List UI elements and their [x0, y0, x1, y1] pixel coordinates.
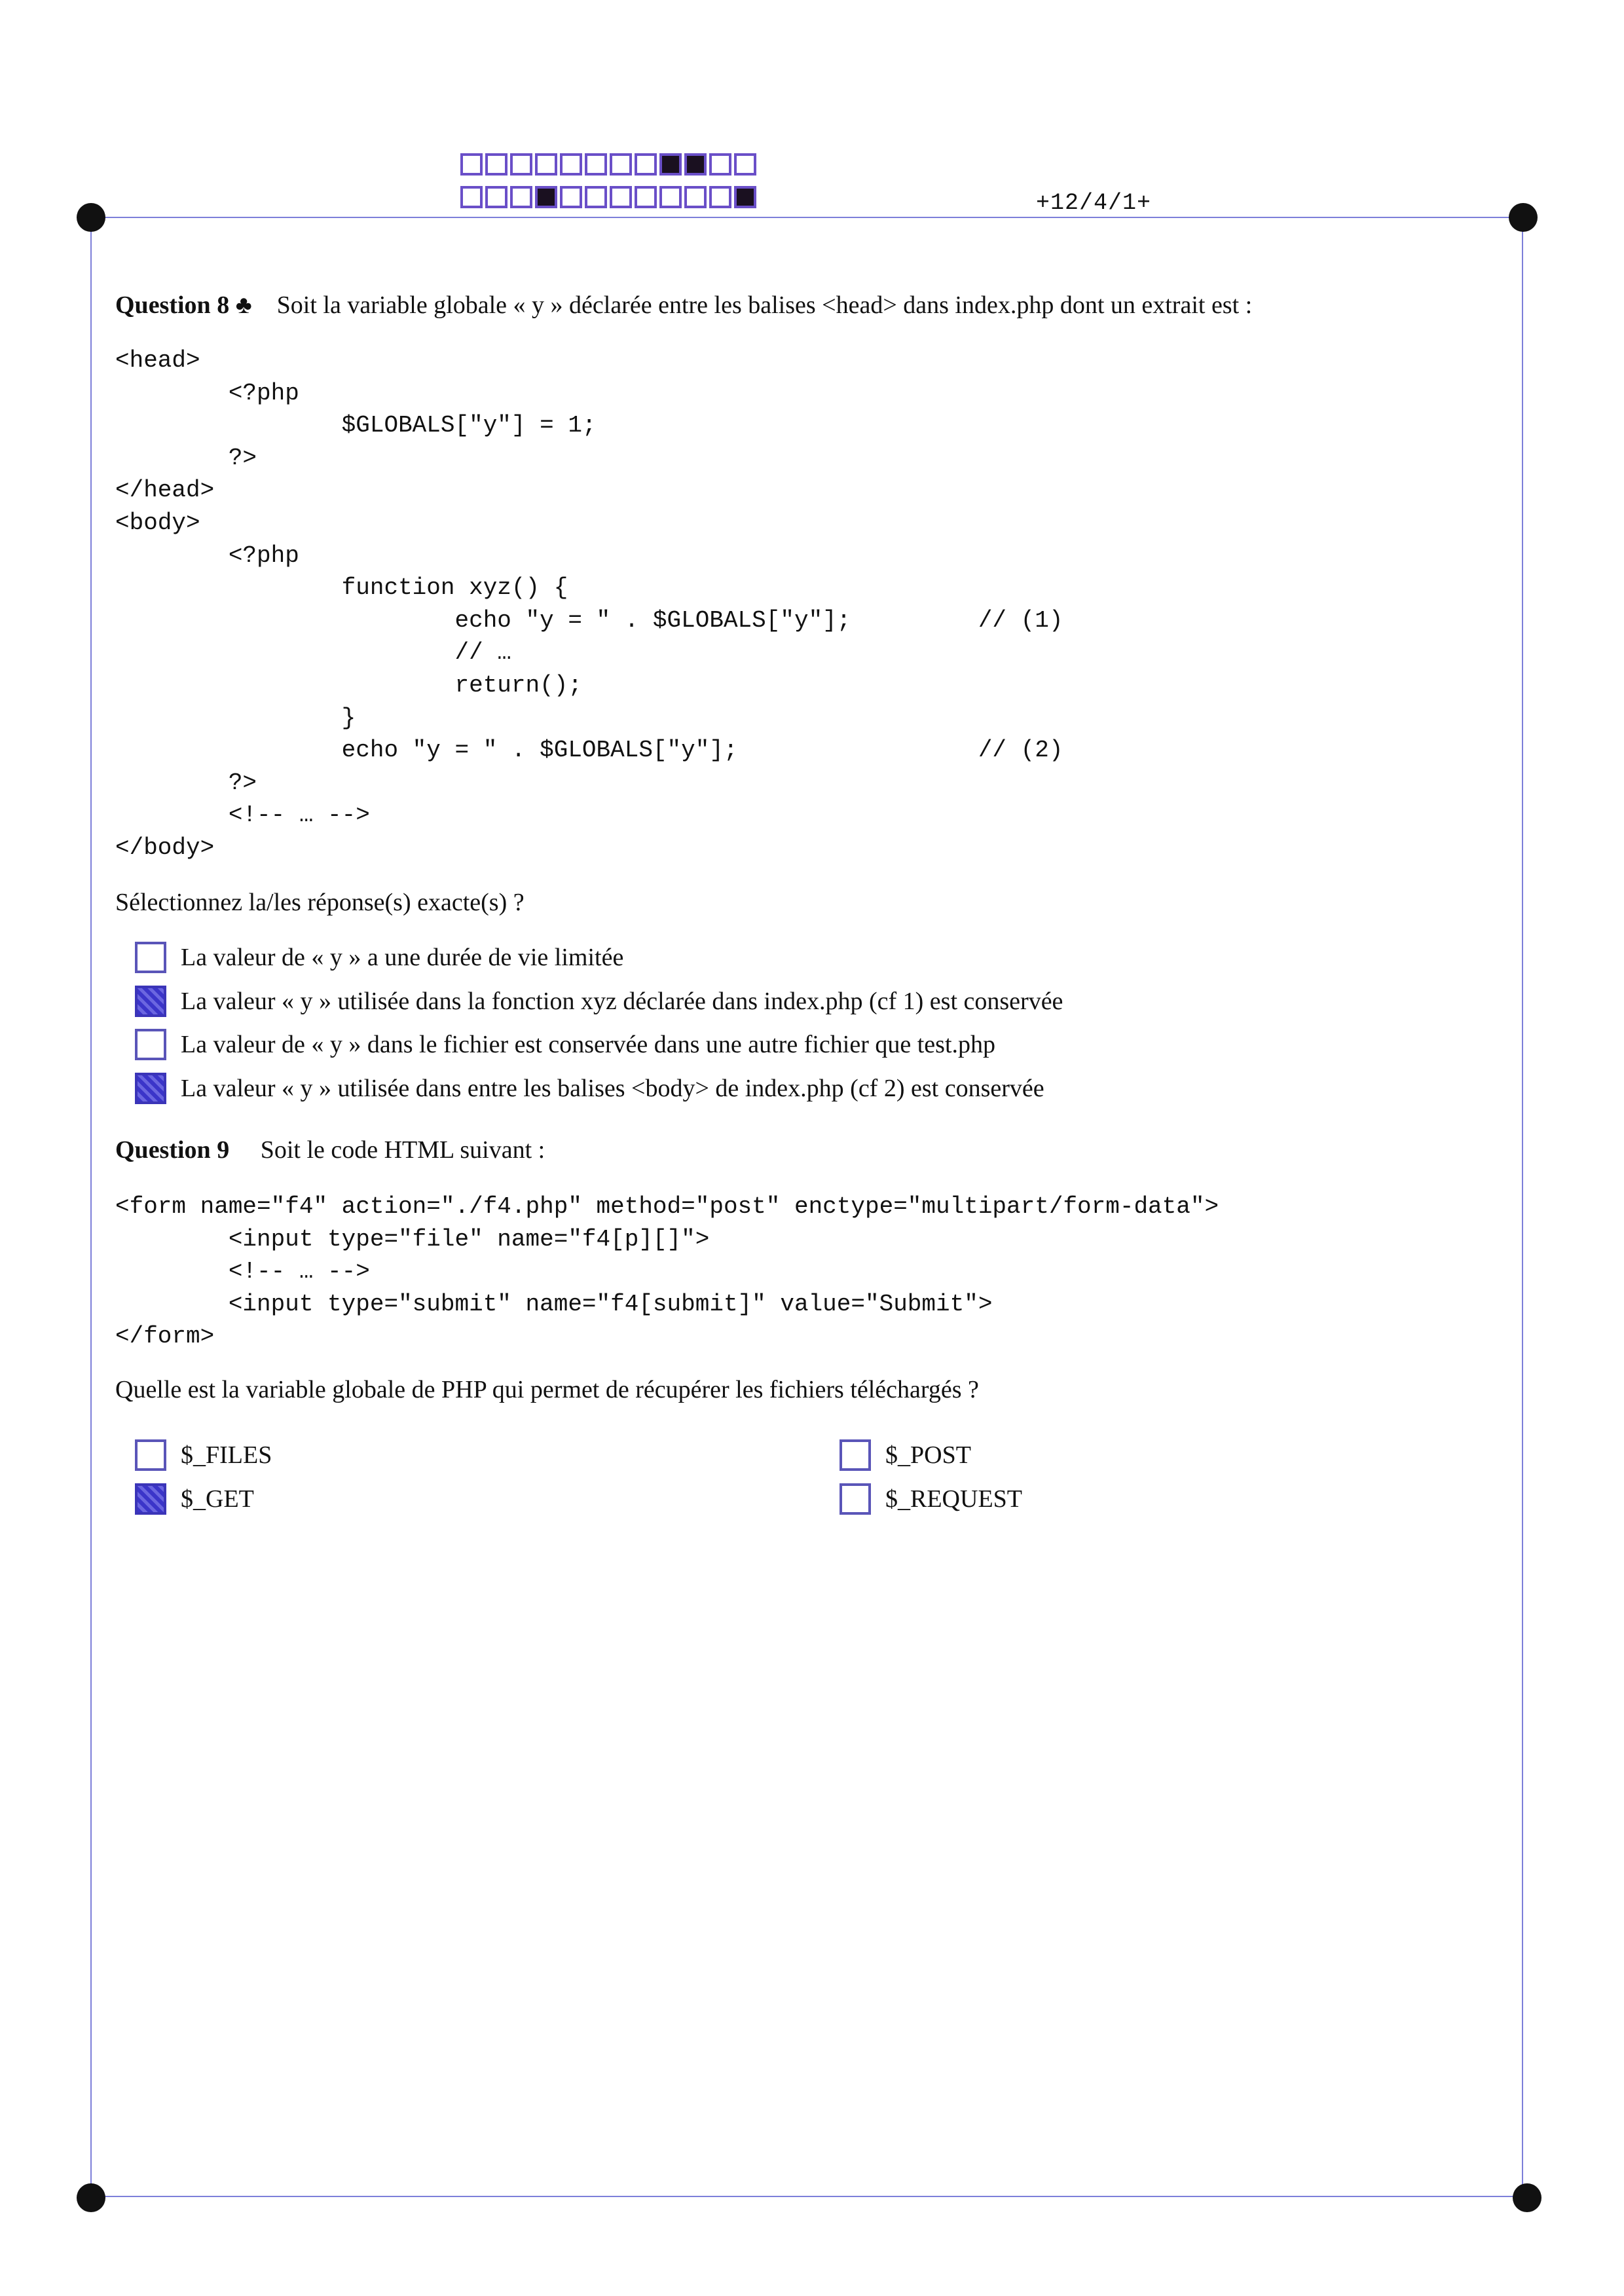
registration-mark-top-right	[1509, 203, 1538, 232]
id-box	[560, 153, 582, 176]
q8-answer-2-label: La valeur « y » utilisée dans la fonction xyz déclarée dans index.php (cf 1) est conservée	[181, 988, 1063, 1015]
club-icon: ♣	[235, 291, 252, 319]
q8-answer-1-checkbox[interactable]	[135, 942, 166, 973]
q8-answer-4[interactable]	[135, 1073, 1044, 1104]
q9-answer-3-label: $_POST	[885, 1441, 971, 1469]
question-8-title-line	[115, 291, 1252, 320]
id-box	[610, 186, 632, 208]
id-box-row-1	[460, 153, 756, 176]
id-box	[485, 153, 507, 176]
q9-answer-4[interactable]	[840, 1483, 1022, 1515]
q9-answer-1-checkbox[interactable]	[135, 1439, 166, 1471]
question-9-code: <form name="f4" action="./f4.php" method="post" enctype="multipart/form-data"> <input type="file" name="f4[p][]"> <!-- … --> <input type="submit" name="f4[submit]" value="Submit"> </form>	[115, 1193, 1219, 1350]
id-box	[585, 153, 607, 176]
id-box	[684, 153, 707, 176]
id-box	[709, 153, 731, 176]
registration-mark-top-left	[77, 203, 105, 232]
question-9-prompt: Quelle est la variable globale de PHP qui permet de récupérer les fichiers téléchargés ?	[115, 1376, 979, 1403]
registration-mark-bottom-right	[1513, 2183, 1541, 2212]
q8-answer-3[interactable]	[135, 1029, 995, 1060]
q9-answer-3-checkbox[interactable]	[840, 1439, 871, 1471]
q8-answer-2-checkbox[interactable]	[135, 986, 166, 1017]
q8-answer-3-checkbox[interactable]	[135, 1029, 166, 1060]
q8-answer-1[interactable]	[135, 942, 623, 973]
question-8-label: Question 8	[115, 291, 230, 319]
id-box	[659, 153, 682, 176]
q8-answer-1-label: La valeur de « y » a une durée de vie limitée	[181, 944, 624, 971]
id-box	[635, 186, 657, 208]
q9-answer-1-label: $_FILES	[181, 1441, 272, 1469]
id-box	[485, 186, 507, 208]
id-box	[535, 186, 557, 208]
id-box	[684, 186, 707, 208]
id-box	[734, 153, 756, 176]
id-box	[460, 186, 483, 208]
question-9-title-line	[115, 1136, 545, 1164]
q9-answer-3[interactable]	[840, 1439, 971, 1471]
q9-answer-2[interactable]	[135, 1483, 254, 1515]
q9-answer-2-label: $_GET	[181, 1485, 254, 1513]
id-box	[560, 186, 582, 208]
q9-answer-4-checkbox[interactable]	[840, 1483, 871, 1515]
registration-mark-bottom-left	[77, 2183, 105, 2212]
q8-answer-4-checkbox[interactable]	[135, 1073, 166, 1104]
question-8-code: <head> <?php $GLOBALS["y"] = 1; ?> </head> <body> <?php function xyz() { echo "y = " . $GLOBALS["y"]; // (1) // … return(); } echo "y = " . $GLOBALS["y"]; // (2) ?> <!-- … --> </body>	[115, 347, 1063, 861]
question-9-title: Soit le code HTML suivant :	[260, 1136, 545, 1164]
id-box	[734, 186, 756, 208]
id-box	[535, 153, 557, 176]
question-8-title: Soit la variable globale « y » déclarée entre les balises <head> dans index.php dont un extrait est :	[276, 291, 1253, 319]
question-8-prompt: Sélectionnez la/les réponse(s) exacte(s) ?	[115, 889, 525, 916]
id-box	[635, 153, 657, 176]
question-9-label: Question 9	[115, 1136, 230, 1164]
q9-answer-1[interactable]	[135, 1439, 272, 1471]
id-box	[510, 186, 532, 208]
id-box-row-2	[460, 186, 756, 208]
q9-answer-4-label: $_REQUEST	[885, 1485, 1022, 1513]
q8-answer-4-label: La valeur « y » utilisée dans entre les balises <body> de index.php (cf 2) est conservée	[181, 1075, 1044, 1102]
id-box	[659, 186, 682, 208]
q8-answer-2[interactable]	[135, 986, 1063, 1017]
page-id: +12/4/1+	[1036, 190, 1152, 216]
id-box	[709, 186, 731, 208]
q8-answer-3-label: La valeur de « y » dans le fichier est conservée dans une autre fichier que test.php	[181, 1031, 995, 1058]
id-box	[585, 186, 607, 208]
id-box	[510, 153, 532, 176]
id-box	[460, 153, 483, 176]
id-box	[610, 153, 632, 176]
q9-answer-2-checkbox[interactable]	[135, 1483, 166, 1515]
